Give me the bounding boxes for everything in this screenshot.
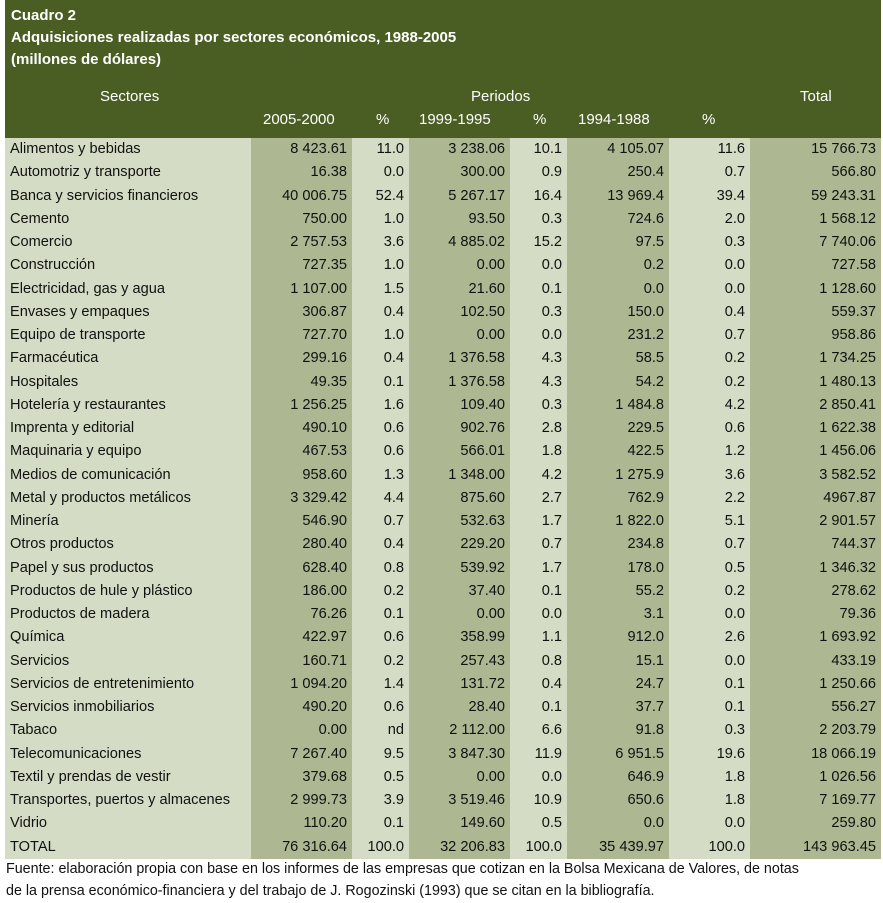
sector-name: Metal y productos metálicos [5,487,251,510]
pct-2005-2000: 0.2 [352,650,409,673]
total-row [5,836,881,859]
pct-1994-1988: 0.2 [669,347,750,370]
table-row [5,185,881,208]
value-1994-1988: 0.0 [567,812,669,835]
total-value: 15 766.73 [750,138,881,161]
pct-1999-1995: 100.0 [510,836,567,859]
pct-2005-2000: 1.6 [352,394,409,417]
value-1999-1995: 3 238.06 [409,138,510,161]
total-value: 278.62 [750,580,881,603]
pct-1999-1995: 0.9 [510,161,567,184]
total-value: 59 243.31 [750,185,881,208]
value-1999-1995: 1 348.00 [409,464,510,487]
total-value: 1 128.60 [750,278,881,301]
value-1994-1988: 646.9 [567,766,669,789]
pct-1994-1988: 2.0 [669,208,750,231]
pct-1994-1988: 1.2 [669,440,750,463]
sector-name: Construcción [5,254,251,277]
value-1994-1988: 1 822.0 [567,510,669,533]
sector-name: Vidrio [5,812,251,835]
pct-2005-2000: nd [352,719,409,742]
pct-2005-2000: 4.4 [352,487,409,510]
value-1999-1995: 1 376.58 [409,371,510,394]
pct-2005-2000: 0.2 [352,580,409,603]
value-2005-2000: 160.71 [251,650,352,673]
pct-1999-1995: 1.7 [510,510,567,533]
pct-2005-2000: 0.6 [352,417,409,440]
pct-2005-2000: 0.8 [352,557,409,580]
pct-1994-1988: 0.2 [669,580,750,603]
total-value: 1 480.13 [750,371,881,394]
pct-1999-1995: 10.1 [510,138,567,161]
value-1994-1988: 234.8 [567,533,669,556]
source-note-line-1: Fuente: elaboración propia con base en los informes de las empresas que cotizan en la Bolsa Mexicana de Valores, de notas [6,861,799,877]
pct-1999-1995: 0.0 [510,254,567,277]
value-2005-2000: 40 006.75 [251,185,352,208]
value-2005-2000: 1 107.00 [251,278,352,301]
data-table [5,138,881,859]
col-header-period-2: 1999-1995 [419,111,491,128]
value-2005-2000: 628.40 [251,557,352,580]
pct-1994-1988: 4.2 [669,394,750,417]
value-1994-1988: 0.2 [567,254,669,277]
pct-2005-2000: 0.6 [352,440,409,463]
value-1994-1988: 912.0 [567,626,669,649]
pct-1994-1988: 11.6 [669,138,750,161]
value-1999-1995: 102.50 [409,301,510,324]
pct-1999-1995: 4.3 [510,371,567,394]
pct-2005-2000: 0.6 [352,696,409,719]
total-value: 79.36 [750,603,881,626]
pct-1999-1995: 0.3 [510,208,567,231]
total-value: 2 203.79 [750,719,881,742]
pct-1999-1995: 0.3 [510,301,567,324]
pct-2005-2000: 0.1 [352,603,409,626]
value-1999-1995: 0.00 [409,324,510,347]
value-1994-1988: 231.2 [567,324,669,347]
total-value: 1 346.32 [750,557,881,580]
pct-1994-1988: 0.0 [669,254,750,277]
sector-name: Equipo de transporte [5,324,251,347]
value-1994-1988: 58.5 [567,347,669,370]
value-1994-1988: 724.6 [567,208,669,231]
table-row [5,417,881,440]
col-header-period-3: 1994-1988 [578,111,650,128]
pct-1994-1988: 100.0 [669,836,750,859]
total-value: 559.37 [750,301,881,324]
value-2005-2000: 186.00 [251,580,352,603]
table-row [5,254,881,277]
col-header-periodos: Periodos [471,88,531,105]
table-row [5,161,881,184]
table-row [5,347,881,370]
value-2005-2000: 750.00 [251,208,352,231]
table-row [5,278,881,301]
pct-1994-1988: 2.6 [669,626,750,649]
total-value: 727.58 [750,254,881,277]
value-2005-2000: 299.16 [251,347,352,370]
total-value: 4967.87 [750,487,881,510]
total-value: 259.80 [750,812,881,835]
total-value: 566.80 [750,161,881,184]
value-1994-1988: 35 439.97 [567,836,669,859]
pct-1999-1995: 2.7 [510,487,567,510]
sector-name: Hotelería y restaurantes [5,394,251,417]
sector-name: Servicios inmobiliarios [5,696,251,719]
table-row [5,371,881,394]
value-2005-2000: 49.35 [251,371,352,394]
table-row [5,510,881,533]
value-2005-2000: 0.00 [251,719,352,742]
total-value: 744.37 [750,533,881,556]
total-value: 2 850.41 [750,394,881,417]
figure-label: Cuadro 2 [11,7,77,24]
table-row [5,603,881,626]
pct-1999-1995: 10.9 [510,789,567,812]
value-1999-1995: 4 885.02 [409,231,510,254]
sector-name: Cemento [5,208,251,231]
value-1999-1995: 0.00 [409,603,510,626]
sector-name: Automotriz y transporte [5,161,251,184]
sector-name: Tabaco [5,719,251,742]
col-header-sectores: Sectores [100,88,160,105]
sector-name: Transportes, puertos y almacenes [5,789,251,812]
table-row [5,557,881,580]
table-row [5,580,881,603]
value-1994-1988: 250.4 [567,161,669,184]
total-value: 1 693.92 [750,626,881,649]
pct-2005-2000: 11.0 [352,138,409,161]
pct-1999-1995: 0.0 [510,766,567,789]
value-1994-1988: 6 951.5 [567,743,669,766]
pct-1994-1988: 5.1 [669,510,750,533]
pct-2005-2000: 0.5 [352,766,409,789]
pct-1994-1988: 2.2 [669,487,750,510]
pct-1999-1995: 1.8 [510,440,567,463]
value-1999-1995: 32 206.83 [409,836,510,859]
pct-1999-1995: 11.9 [510,743,567,766]
value-2005-2000: 727.70 [251,324,352,347]
value-1999-1995: 902.76 [409,417,510,440]
total-value: 1 622.38 [750,417,881,440]
col-header-period-1: 2005-2000 [263,111,335,128]
pct-1999-1995: 6.6 [510,719,567,742]
value-1994-1988: 91.8 [567,719,669,742]
sector-name: Hospitales [5,371,251,394]
pct-1994-1988: 39.4 [669,185,750,208]
value-2005-2000: 1 094.20 [251,673,352,696]
total-value: 1 456.06 [750,440,881,463]
pct-1994-1988: 0.7 [669,533,750,556]
pct-1994-1988: 0.1 [669,673,750,696]
pct-1999-1995: 16.4 [510,185,567,208]
value-1999-1995: 37.40 [409,580,510,603]
table-row [5,231,881,254]
total-value: 556.27 [750,696,881,719]
sector-name: Servicios [5,650,251,673]
pct-1999-1995: 0.1 [510,696,567,719]
pct-1999-1995: 1.7 [510,557,567,580]
total-value: 958.86 [750,324,881,347]
table-header [5,0,881,138]
value-1994-1988: 762.9 [567,487,669,510]
table-row [5,650,881,673]
sector-name: Electricidad, gas y agua [5,278,251,301]
table-row [5,301,881,324]
pct-1994-1988: 0.5 [669,557,750,580]
pct-1999-1995: 15.2 [510,231,567,254]
total-value: 7 740.06 [750,231,881,254]
value-1999-1995: 131.72 [409,673,510,696]
value-1999-1995: 0.00 [409,766,510,789]
value-1999-1995: 28.40 [409,696,510,719]
sector-name: Productos de hule y plástico [5,580,251,603]
sector-name: Comercio [5,231,251,254]
sector-name: Papel y sus productos [5,557,251,580]
value-1999-1995: 0.00 [409,254,510,277]
value-1999-1995: 358.99 [409,626,510,649]
value-2005-2000: 3 329.42 [251,487,352,510]
value-1994-1988: 1 484.8 [567,394,669,417]
value-2005-2000: 2 757.53 [251,231,352,254]
pct-2005-2000: 0.1 [352,812,409,835]
sector-name: Farmacéutica [5,347,251,370]
table-row [5,743,881,766]
value-1999-1995: 566.01 [409,440,510,463]
sector-name: Productos de madera [5,603,251,626]
source-note [6,858,882,902]
table-row [5,394,881,417]
col-header-pct-1: % [376,111,390,128]
table-row [5,766,881,789]
value-1994-1988: 24.7 [567,673,669,696]
value-2005-2000: 2 999.73 [251,789,352,812]
value-1999-1995: 3 519.46 [409,789,510,812]
pct-1999-1995: 0.0 [510,324,567,347]
value-1994-1988: 0.0 [567,278,669,301]
value-1994-1988: 1 275.9 [567,464,669,487]
table-row [5,138,881,161]
total-value: 3 582.52 [750,464,881,487]
value-1999-1995: 21.60 [409,278,510,301]
value-2005-2000: 379.68 [251,766,352,789]
value-2005-2000: 306.87 [251,301,352,324]
sector-name: Minería [5,510,251,533]
value-2005-2000: 490.10 [251,417,352,440]
figure-title: Adquisiciones realizadas por sectores económicos, 1988-2005 [11,29,457,46]
value-1999-1995: 875.60 [409,487,510,510]
pct-1999-1995: 0.3 [510,394,567,417]
pct-2005-2000: 1.0 [352,324,409,347]
pct-2005-2000: 0.7 [352,510,409,533]
pct-1994-1988: 0.2 [669,371,750,394]
value-1994-1988: 178.0 [567,557,669,580]
total-value: 1 568.12 [750,208,881,231]
value-1994-1988: 422.5 [567,440,669,463]
pct-1999-1995: 0.8 [510,650,567,673]
value-2005-2000: 76 316.64 [251,836,352,859]
value-2005-2000: 76.26 [251,603,352,626]
value-1999-1995: 3 847.30 [409,743,510,766]
value-1994-1988: 13 969.4 [567,185,669,208]
pct-2005-2000: 0.0 [352,161,409,184]
pct-1994-1988: 0.6 [669,417,750,440]
pct-1994-1988: 1.8 [669,766,750,789]
pct-1999-1995: 2.8 [510,417,567,440]
value-1999-1995: 1 376.58 [409,347,510,370]
pct-2005-2000: 3.6 [352,231,409,254]
value-2005-2000: 490.20 [251,696,352,719]
pct-1999-1995: 0.1 [510,580,567,603]
value-1994-1988: 37.7 [567,696,669,719]
total-value: 1 026.56 [750,766,881,789]
table-row [5,464,881,487]
sector-name: Alimentos y bebidas [5,138,251,161]
pct-2005-2000: 9.5 [352,743,409,766]
pct-1999-1995: 0.7 [510,533,567,556]
sector-name: Otros productos [5,533,251,556]
total-value: 433.19 [750,650,881,673]
pct-2005-2000: 0.4 [352,347,409,370]
sector-name: Maquinaria y equipo [5,440,251,463]
pct-1999-1995: 0.0 [510,603,567,626]
value-1994-1988: 150.0 [567,301,669,324]
value-1994-1988: 3.1 [567,603,669,626]
value-2005-2000: 546.90 [251,510,352,533]
total-value: 7 169.77 [750,789,881,812]
pct-2005-2000: 1.0 [352,208,409,231]
value-1994-1988: 54.2 [567,371,669,394]
total-value: 1 734.25 [750,347,881,370]
total-value: 1 250.66 [750,673,881,696]
table-row [5,440,881,463]
table-row [5,533,881,556]
value-1999-1995: 149.60 [409,812,510,835]
sector-name: Envases y empaques [5,301,251,324]
value-1999-1995: 257.43 [409,650,510,673]
pct-2005-2000: 1.3 [352,464,409,487]
pct-1994-1988: 0.0 [669,278,750,301]
total-value: 18 066.19 [750,743,881,766]
sector-name: Imprenta y editorial [5,417,251,440]
value-1994-1988: 229.5 [567,417,669,440]
pct-2005-2000: 3.9 [352,789,409,812]
total-value: 143 963.45 [750,836,881,859]
value-2005-2000: 1 256.25 [251,394,352,417]
pct-1994-1988: 0.7 [669,324,750,347]
value-1994-1988: 650.6 [567,789,669,812]
sector-name: Química [5,626,251,649]
pct-2005-2000: 0.4 [352,533,409,556]
value-2005-2000: 958.60 [251,464,352,487]
table-row [5,487,881,510]
value-1999-1995: 539.92 [409,557,510,580]
pct-1994-1988: 0.3 [669,231,750,254]
pct-2005-2000: 1.5 [352,278,409,301]
pct-2005-2000: 52.4 [352,185,409,208]
pct-1994-1988: 0.0 [669,812,750,835]
table-row [5,789,881,812]
sector-name: Telecomunicaciones [5,743,251,766]
table-row [5,626,881,649]
value-1999-1995: 2 112.00 [409,719,510,742]
value-1994-1988: 97.5 [567,231,669,254]
pct-1999-1995: 1.1 [510,626,567,649]
value-1999-1995: 93.50 [409,208,510,231]
pct-1999-1995: 0.5 [510,812,567,835]
pct-1994-1988: 0.4 [669,301,750,324]
pct-1994-1988: 19.6 [669,743,750,766]
sector-name: Banca y servicios financieros [5,185,251,208]
sector-name: TOTAL [5,836,251,859]
value-1999-1995: 109.40 [409,394,510,417]
pct-2005-2000: 100.0 [352,836,409,859]
sector-name: Servicios de entretenimiento [5,673,251,696]
pct-2005-2000: 0.1 [352,371,409,394]
table-row [5,673,881,696]
value-2005-2000: 7 267.40 [251,743,352,766]
pct-1994-1988: 0.3 [669,719,750,742]
value-1994-1988: 55.2 [567,580,669,603]
value-1999-1995: 532.63 [409,510,510,533]
value-2005-2000: 16.38 [251,161,352,184]
col-header-pct-2: % [533,111,547,128]
sector-name: Textil y prendas de vestir [5,766,251,789]
col-header-pct-3: % [702,111,716,128]
source-note-line-2: de la prensa económico-financiera y del trabajo de J. Rogozinski (1993) que se citan en la bibliografía. [6,883,655,899]
pct-1994-1988: 1.8 [669,789,750,812]
value-1999-1995: 300.00 [409,161,510,184]
pct-1994-1988: 0.0 [669,603,750,626]
pct-2005-2000: 1.4 [352,673,409,696]
table-row [5,208,881,231]
pct-2005-2000: 1.0 [352,254,409,277]
col-header-total: Total [800,88,832,105]
table-row [5,812,881,835]
pct-2005-2000: 0.6 [352,626,409,649]
value-2005-2000: 727.35 [251,254,352,277]
table-row [5,719,881,742]
value-1999-1995: 5 267.17 [409,185,510,208]
table-row [5,324,881,347]
sector-name: Medios de comunicación [5,464,251,487]
pct-1994-1988: 0.7 [669,161,750,184]
total-value: 2 901.57 [750,510,881,533]
pct-1999-1995: 0.1 [510,278,567,301]
value-1994-1988: 15.1 [567,650,669,673]
value-2005-2000: 110.20 [251,812,352,835]
pct-1994-1988: 0.0 [669,650,750,673]
value-2005-2000: 422.97 [251,626,352,649]
pct-1999-1995: 4.3 [510,347,567,370]
figure-units: (millones de dólares) [11,51,162,68]
pct-1994-1988: 3.6 [669,464,750,487]
table-row [5,696,881,719]
value-2005-2000: 467.53 [251,440,352,463]
value-2005-2000: 280.40 [251,533,352,556]
pct-1994-1988: 0.1 [669,696,750,719]
value-1999-1995: 229.20 [409,533,510,556]
value-2005-2000: 8 423.61 [251,138,352,161]
value-1994-1988: 4 105.07 [567,138,669,161]
pct-1999-1995: 0.4 [510,673,567,696]
pct-1999-1995: 4.2 [510,464,567,487]
pct-2005-2000: 0.4 [352,301,409,324]
